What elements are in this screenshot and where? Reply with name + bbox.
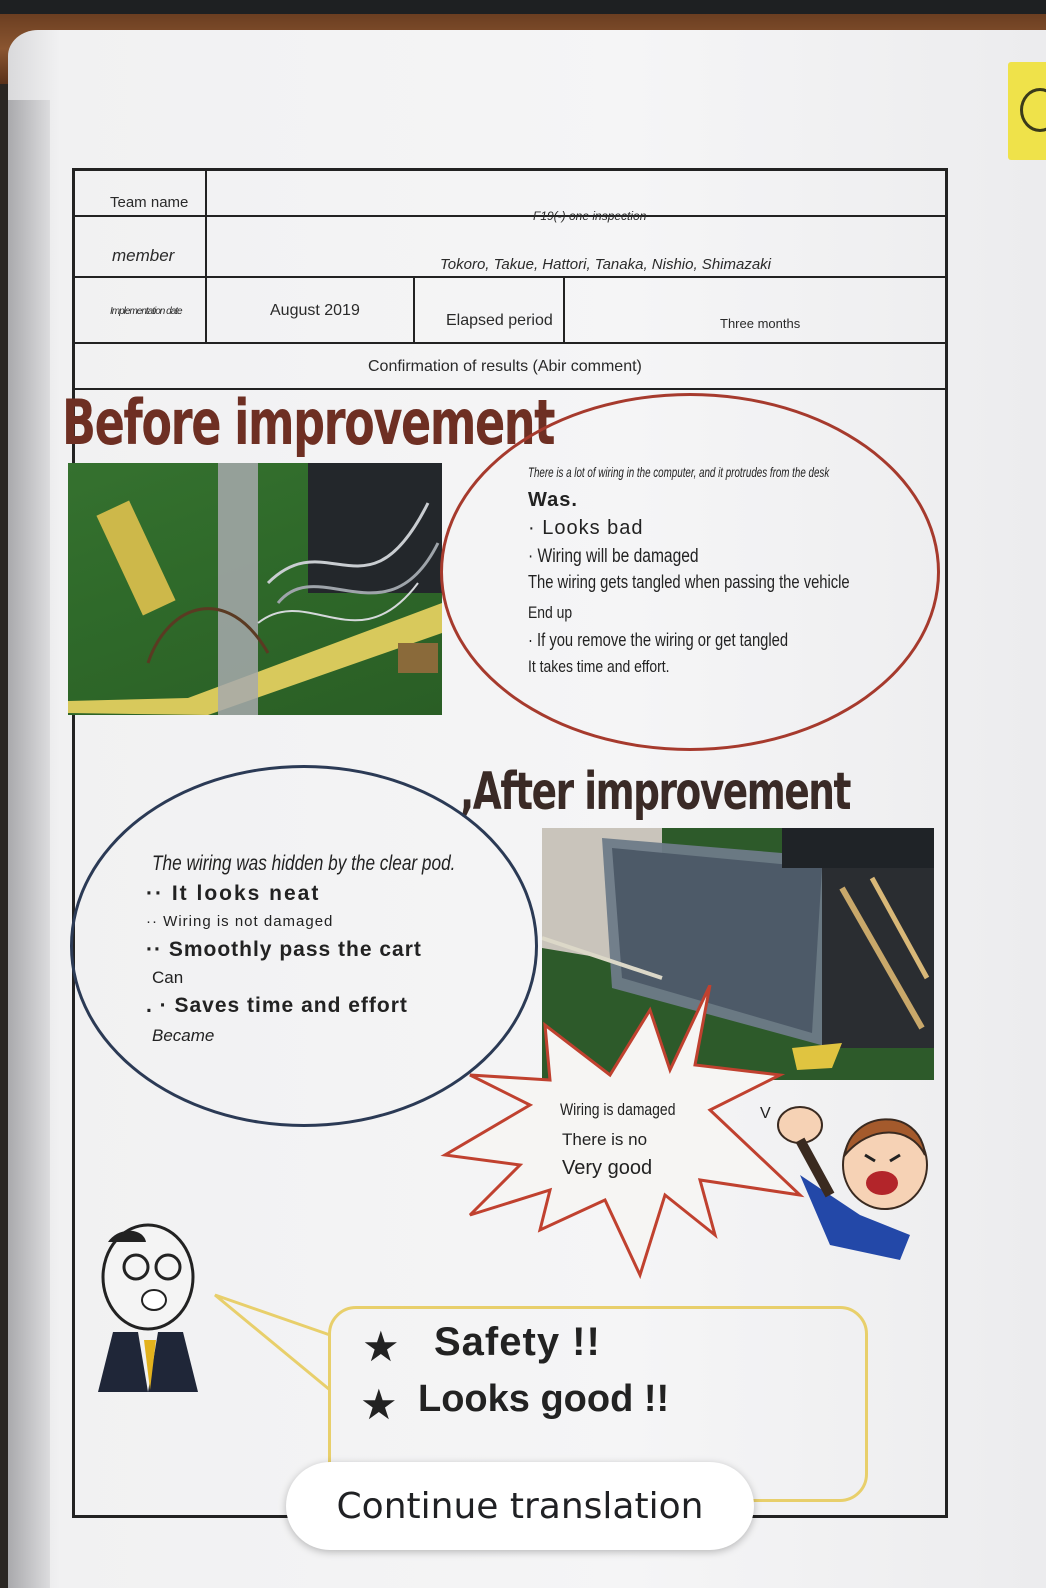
before-line: It takes time and effort. [528,657,670,676]
after-line: Can [152,968,184,987]
after-line: . · Saves time and effort [146,994,408,1017]
page-binding-edge [8,100,50,1588]
continue-translation-label: Continue translation [336,1485,704,1527]
table-divider [563,276,565,342]
before-line: There is a lot of wiring in the computer, and it protrudes from the desk [528,464,830,480]
member-label: member [112,246,175,265]
member-value: Tokoro, Takue, Hattori, Tanaka, Nishio, Shimazaki [440,256,772,273]
star-icon: ★ [362,1323,400,1370]
after-line: ·· Smoothly pass the cart [146,938,422,961]
after-line: ·· Wiring is not damaged [146,913,334,930]
after-improvement-heading: ,After improvement [460,762,850,822]
summary-safety: Safety !! [434,1320,601,1364]
elapsed-period-label: Elapsed period [446,312,553,329]
before-photo-illustration [68,463,442,715]
after-line: Became [152,1026,215,1045]
burst-line: Wiring is damaged [560,1100,676,1119]
burst-line: There is no [562,1130,648,1149]
before-improvement-heading: Before improvement [62,386,555,459]
table-divider [72,276,948,278]
speech-tail [205,1290,345,1430]
table-divider [72,342,948,344]
checkmark: V [760,1105,771,1122]
continue-translation-button[interactable] [286,1462,754,1550]
table-divider [72,215,948,217]
table-divider [413,276,415,342]
team-name-label: Team name [110,194,189,211]
table-divider [205,168,207,342]
before-line: · Wiring will be damaged [528,546,699,567]
burst-line: Very good [562,1157,653,1179]
before-line: Was. [528,489,578,511]
sticky-note [1008,62,1046,160]
elapsed-period-value: Three months [720,316,801,331]
elder-illustration [88,1222,208,1397]
cheering-boy-illustration [760,1085,940,1265]
implementation-date-value: August 2019 [270,302,360,319]
before-line: · Looks bad [528,517,644,539]
before-photo [68,463,442,715]
after-line: The wiring was hidden by the clear pod. [152,852,456,875]
implementation-date-label: Implementation date [110,306,182,317]
team-name-value: F19(-) one inspection [533,209,647,223]
top-status-strip [0,0,1046,14]
star-icon: ★ [360,1381,398,1428]
after-line: ·· It looks neat [146,882,321,905]
results-header: Confirmation of results (Abir comment) [368,358,642,375]
before-line: End up [528,603,573,622]
before-line: The wiring gets tangled when passing the vehicle [528,572,850,592]
summary-looks-good: Looks good !! [418,1378,670,1420]
before-line: · If you remove the wiring or get tangled [528,630,789,650]
